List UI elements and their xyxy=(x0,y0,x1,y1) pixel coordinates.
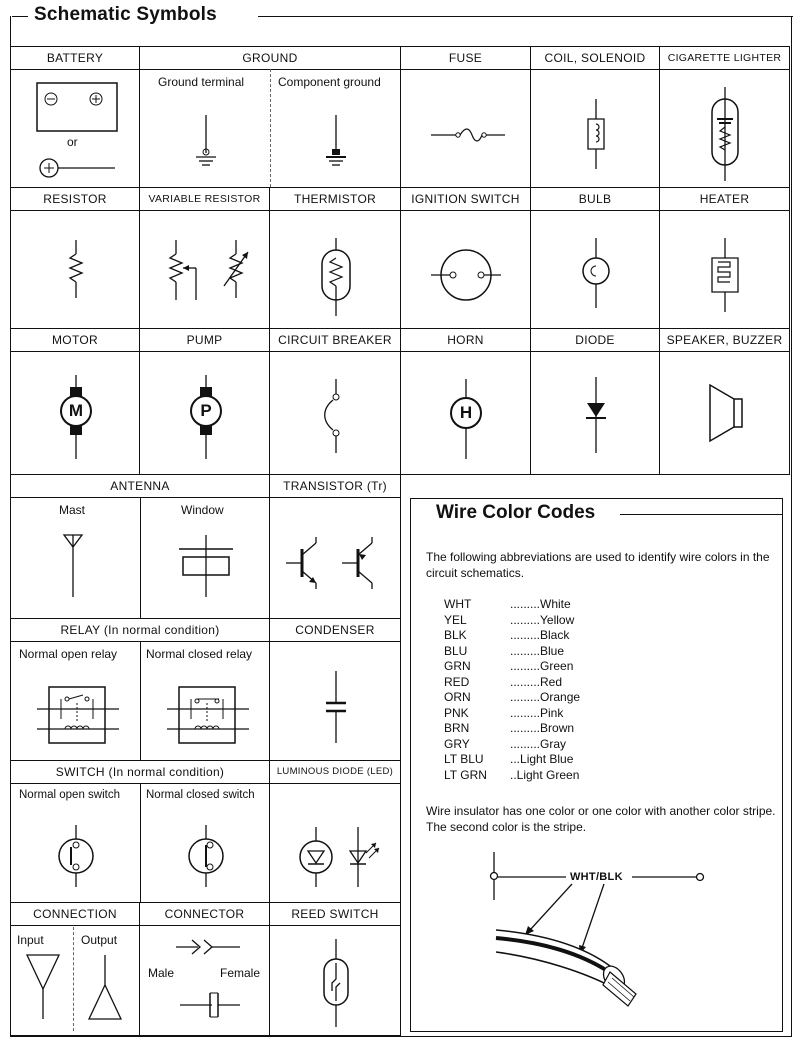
cell-speaker-label: SPEAKER, BUZZER xyxy=(660,329,789,352)
cell-connection xyxy=(10,902,140,1036)
cell-battery-label: BATTERY xyxy=(11,47,139,70)
code-abbr: RED xyxy=(444,674,470,689)
code-dots: ... xyxy=(510,752,521,766)
mast-antenna-icon xyxy=(11,475,141,620)
wire-code-row xyxy=(444,752,580,768)
normal-open-switch-label: Normal open switch xyxy=(19,789,120,801)
wire-code-row xyxy=(444,721,580,737)
code-dots: ......... xyxy=(510,736,541,751)
cell-relay-label: RELAY (In normal condition) xyxy=(11,619,269,642)
code-name: Blue xyxy=(540,643,565,658)
cell-antenna-label: ANTENNA xyxy=(11,475,269,498)
cell-condenser-label: CONDENSER xyxy=(270,619,400,642)
cell-switch-label: SWITCH (In normal condition) xyxy=(11,761,269,784)
cell-switch xyxy=(10,760,270,903)
cell-ground xyxy=(139,46,401,188)
cell-speaker xyxy=(659,328,790,475)
cell-condenser xyxy=(269,618,401,761)
cell-relay xyxy=(10,618,270,761)
cell-horn-label: HORN xyxy=(401,329,530,352)
cell-connector-label: CONNECTOR xyxy=(140,903,269,926)
condenser-icon xyxy=(270,619,402,762)
code-name: Brown xyxy=(540,721,575,735)
wire-intro-text: The following abbreviations are used to identify wire colors in the circuit schematics. xyxy=(426,550,770,580)
transistor-icon xyxy=(270,475,402,620)
connection-input-label: Input xyxy=(17,933,44,947)
component-ground-icon xyxy=(270,47,400,189)
code-abbr: BLK xyxy=(444,628,467,642)
code-abbr: BLU xyxy=(444,643,468,658)
cell-diode-label: DIODE xyxy=(531,329,659,352)
cell-reed-switch xyxy=(269,902,401,1036)
cell-led-label: LUMINOUS DIODE (LED) xyxy=(270,761,400,784)
speaker-icon xyxy=(660,329,791,476)
code-name: Black xyxy=(540,628,570,642)
code-abbr: PNK xyxy=(444,705,469,720)
cell-ignition-label: IGNITION SWITCH xyxy=(401,188,530,211)
cell-diode xyxy=(530,328,660,475)
code-name: Orange xyxy=(540,690,581,704)
component-ground-label: Component ground xyxy=(278,75,381,89)
cell-thermistor-label: THERMISTOR xyxy=(270,188,400,211)
pump-letter: P xyxy=(200,401,212,420)
cell-coil xyxy=(530,46,660,188)
cell-variable-resistor xyxy=(139,187,270,329)
wire-code-row xyxy=(444,597,580,613)
cell-pump xyxy=(139,328,270,475)
cell-coil-label: COIL, SOLENOID xyxy=(531,47,659,70)
window-antenna-icon xyxy=(141,475,271,620)
normal-open-relay-icon xyxy=(11,619,141,762)
cell-varres-label: VARIABLE RESISTOR xyxy=(140,188,269,211)
battery-icon xyxy=(11,47,141,189)
cell-thermistor xyxy=(269,187,401,329)
code-abbr: BRN xyxy=(444,721,470,735)
cell-fuse-label: FUSE xyxy=(401,47,530,70)
code-dots: ......... xyxy=(510,643,541,658)
horn-letter: H xyxy=(459,403,473,422)
wire-example-label: WHT/BLK xyxy=(570,871,623,883)
wire-code-row xyxy=(444,737,580,753)
wire-title-rule xyxy=(620,514,782,515)
wire-code-row xyxy=(444,613,580,629)
circuit-breaker-icon xyxy=(270,329,402,476)
wire-code-row xyxy=(444,675,580,691)
cell-breaker-label: CIRCUIT BREAKER xyxy=(270,329,400,352)
code-name: Gray xyxy=(540,736,567,751)
wire-code-row xyxy=(444,628,580,644)
normal-closed-relay-label: Normal closed relay xyxy=(146,647,253,661)
cell-transistor xyxy=(269,474,401,619)
wire-code-row xyxy=(444,706,580,722)
heater-icon xyxy=(660,188,791,330)
thermistor-icon xyxy=(270,188,402,330)
cell-lighter-label: CIGARETTE LIGHTER xyxy=(660,47,789,70)
battery-or-text: or xyxy=(67,135,78,149)
code-dots: ......... xyxy=(510,659,541,673)
motor-letter: M xyxy=(68,401,84,420)
cell-resistor-label: RESISTOR xyxy=(11,188,139,211)
normal-open-switch-icon xyxy=(11,761,141,904)
ground-terminal-icon xyxy=(140,47,270,189)
cell-reed-label: REED SWITCH xyxy=(270,903,400,926)
cell-motor-label: MOTOR xyxy=(11,329,139,352)
code-abbr: ORN xyxy=(444,690,471,704)
cell-ignition-switch xyxy=(400,187,531,329)
code-name: Yellow xyxy=(540,612,575,627)
code-name: Pink xyxy=(540,705,564,720)
cell-resistor xyxy=(10,187,140,329)
code-dots: ......... xyxy=(510,721,541,735)
page-title: Schematic Symbols xyxy=(28,4,223,26)
cell-ground-label: GROUND xyxy=(140,47,400,70)
code-abbr: WHT xyxy=(444,597,472,611)
antenna-window-label: Window xyxy=(181,503,224,517)
cell-led xyxy=(269,760,401,903)
wire-insulator-note: Wire insulator has one color or one color with another color stripe. The second color is the stripe. xyxy=(426,804,776,834)
code-name: White xyxy=(540,597,571,611)
coil-icon xyxy=(531,47,661,189)
connector-male-label: Male xyxy=(148,966,175,980)
variable-resistor-icon xyxy=(140,188,271,330)
fuse-icon xyxy=(401,47,532,189)
ignition-switch-icon xyxy=(401,188,532,330)
code-dots: .. xyxy=(510,767,517,782)
cell-heater xyxy=(659,187,790,329)
normal-closed-relay-icon xyxy=(141,619,271,762)
led-icon xyxy=(270,761,402,904)
bulb-icon xyxy=(531,188,661,330)
connection-input-icon xyxy=(11,903,141,1037)
wire-code-row xyxy=(444,690,580,706)
code-name: Green xyxy=(540,659,574,673)
code-abbr: LT GRN xyxy=(444,767,487,782)
ground-terminal-label: Ground terminal xyxy=(158,75,245,89)
code-name: Light Blue xyxy=(520,752,574,766)
cigarette-lighter-icon xyxy=(660,47,791,189)
connector-female-label: Female xyxy=(220,966,261,980)
cell-transistor-label: TRANSISTOR (Tr) xyxy=(270,475,400,498)
code-dots: ......... xyxy=(510,705,541,720)
code-abbr: GRN xyxy=(444,659,471,673)
normal-closed-switch-label: Normal closed switch xyxy=(146,789,255,801)
code-dots: ......... xyxy=(510,597,541,611)
cell-motor xyxy=(10,328,140,475)
cell-bulb-label: BULB xyxy=(531,188,659,211)
code-dots: ......... xyxy=(510,690,541,704)
wire-code-list xyxy=(444,597,580,783)
connection-output-label: Output xyxy=(81,933,118,947)
connector-icon xyxy=(140,903,271,1037)
cell-fuse xyxy=(400,46,531,188)
wire-code-row xyxy=(444,768,580,784)
normal-open-relay-label: Normal open relay xyxy=(19,647,118,661)
cell-circuit-breaker xyxy=(269,328,401,475)
code-abbr: LT BLU xyxy=(444,752,484,766)
antenna-mast-label: Mast xyxy=(59,503,86,517)
code-dots: ......... xyxy=(510,674,541,689)
cell-connector xyxy=(139,902,270,1036)
cell-bulb xyxy=(530,187,660,329)
wire-color-codes-title: Wire Color Codes xyxy=(430,502,601,524)
cell-lighter xyxy=(659,46,790,188)
cell-horn xyxy=(400,328,531,475)
wire-code-row xyxy=(444,659,580,675)
normal-closed-switch-icon xyxy=(141,761,271,904)
cell-battery xyxy=(10,46,140,188)
wire-code-row xyxy=(444,644,580,660)
cell-heater-label: HEATER xyxy=(660,188,789,211)
code-name: Red xyxy=(540,674,563,689)
cell-connection-label: CONNECTION xyxy=(11,903,139,926)
reed-switch-icon xyxy=(270,903,402,1037)
code-abbr: YEL xyxy=(444,612,467,627)
code-dots: ......... xyxy=(510,612,541,627)
code-abbr: GRY xyxy=(444,736,470,751)
diode-icon xyxy=(531,329,661,476)
code-name: Light Green xyxy=(516,767,580,782)
code-dots: ......... xyxy=(510,628,541,642)
cell-pump-label: PUMP xyxy=(140,329,269,352)
cell-antenna xyxy=(10,474,270,619)
resistor-icon xyxy=(11,188,141,330)
